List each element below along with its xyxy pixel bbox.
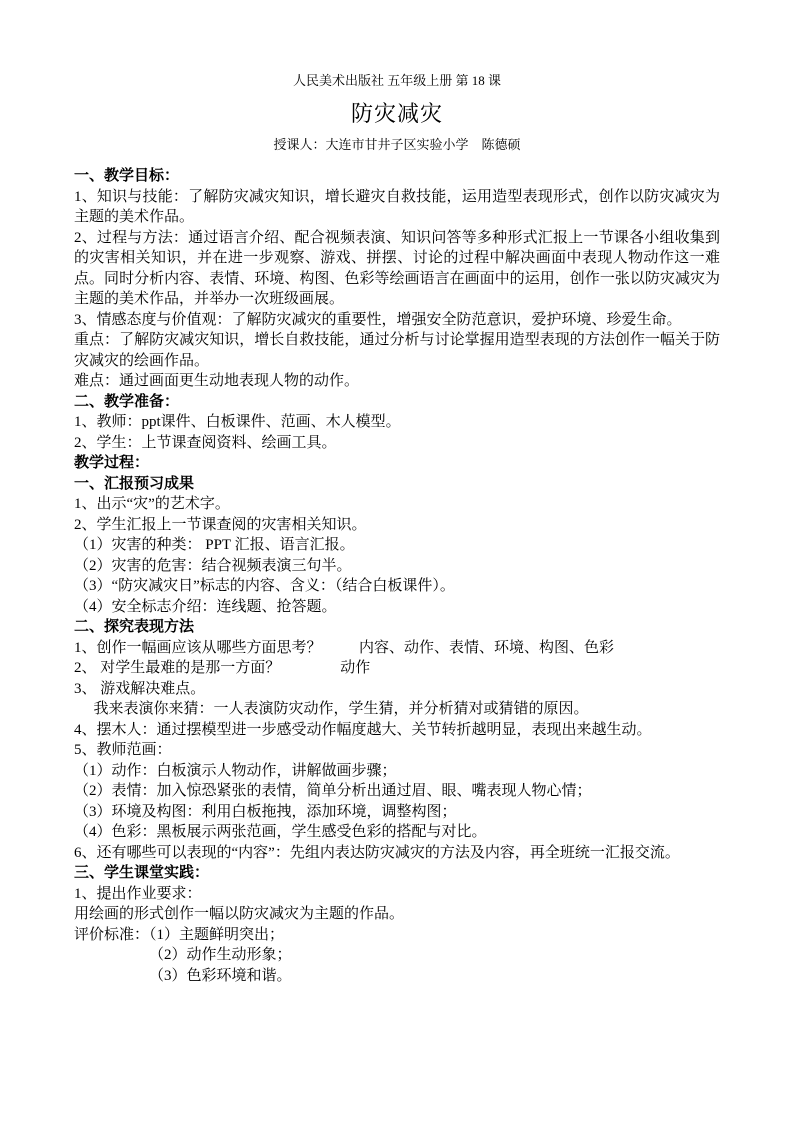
document-title: 防灾减灾	[350, 101, 443, 126]
paragraph: 5、教师范画：	[74, 742, 172, 758]
paragraph: （4）色彩：黑板展示两张范画，学生感受色彩的搭配与对比。	[74, 824, 487, 840]
paragraph: （3）环境及构图：利用白板拖拽，添加环境，调整构图；	[74, 803, 457, 820]
paragraph: 二、教学准备：	[74, 393, 180, 410]
paragraph: （2）动作生动形象；	[149, 947, 292, 963]
paragraph: 三、学生课堂实践：	[74, 865, 210, 881]
paragraph: （2）灾害的危害：结合视频表演三句半。	[74, 557, 352, 574]
paragraph: 1、教师：ppt课件、白板课件、范画、木人模型。	[74, 414, 401, 430]
paragraph: 重点：了解防灾减灾知识，增长自救技能，通过分析与讨论掌握用造型表现的方法创作一幅关于防灾减灾的绘画作品。	[74, 332, 720, 369]
paragraph: （4）安全标志介绍：连线题、抢答题。	[74, 598, 337, 615]
paragraph: 2、学生汇报上一节课查阅的灾害相关知识。	[74, 516, 367, 533]
paragraph: 2、过程与方法：通过语言介绍、配合视频表演、知识问答等多种形式汇报上一节课各小组收集到的灾害相关知识，并在进一步观察、游戏、拼摆、讨论的过程中解决画面中表现人物动作这一难点。同时分析内容、表情、环境、构图、色彩等绘画语言在画面中的运用，创作一张以防灾减灾为主题的美术作品，并举办一次班级画展。	[74, 229, 720, 307]
paragraph: 1、创作一幅画应该从哪些方面思考？ 内容、动作、表情、环境、构图、色彩	[74, 639, 615, 656]
paragraph: 1、出示“灾”的艺术字。	[74, 496, 230, 512]
paragraph: 评价标准：（1）主题鲜明突出；	[74, 926, 285, 943]
paragraph: 教学过程：	[74, 455, 150, 471]
paragraph: （2）表情：加入惊恐紧张的表情，简单分析出通过眉、眼、嘴表现人物心情；	[74, 783, 592, 799]
paragraph: 我来表演你来猜：一人表演防灾动作，学生猜，并分析猜对或猜错的原因。	[93, 701, 589, 717]
paragraph: 1、知识与技能：了解防灾减灾知识，增长避灾自救技能，运用造型表现形式，创作以防灾减灾为主题的美术作品。	[74, 188, 720, 225]
paragraph: （1）动作：白板演示人物动作，讲解做画步骤；	[74, 762, 397, 779]
paragraph: 2、学生：上节课查阅资料、绘画工具。	[74, 434, 337, 451]
paragraph: 6、还有哪些可以表现的“内容”：先组内表达防灾减灾的方法及内容，再全班统一汇报交流。	[74, 844, 680, 861]
paragraph: 一、教学目标：	[74, 168, 180, 184]
paragraph: （1）灾害的种类： PPT 汇报、语言汇报。	[74, 537, 355, 553]
paragraph: 3、情感态度与价值观：了解防灾减灾的重要性，增强安全防范意识，爱护环境、珍爱生命。	[74, 311, 682, 328]
paragraph: 3、 游戏解决难点。	[74, 680, 206, 697]
paragraph: 一、汇报预习成果	[74, 475, 195, 492]
paragraph: 难点：通过画面更生动地表现人物的动作。	[74, 373, 360, 389]
paragraph: 4、摆木人：通过摆模型进一步感受动作幅度越大、关节转折越明显，表现出来越生动。	[74, 721, 652, 738]
paragraph: 2、 对学生最难的是那一方面？ 动作	[74, 660, 371, 676]
paragraph: 1、提出作业要求：	[74, 885, 202, 902]
paragraph: （3）色彩环境和谐。	[149, 967, 292, 984]
document-header: 人民美术出版社 五年级上册 第 18 课	[292, 73, 501, 88]
paragraph: 二、探究表现方法	[74, 619, 195, 635]
document-body	[74, 166, 720, 986]
lecturer-line: 授课人：大连市甘井子区实验小学 陈德硕	[273, 137, 521, 152]
paragraph: 用绘画的形式创作一幅以防灾减灾为主题的作品。	[74, 906, 405, 922]
paragraph: （3）“防灾减灾日”标志的内容、含义：（结合白板课件）。	[74, 578, 455, 594]
